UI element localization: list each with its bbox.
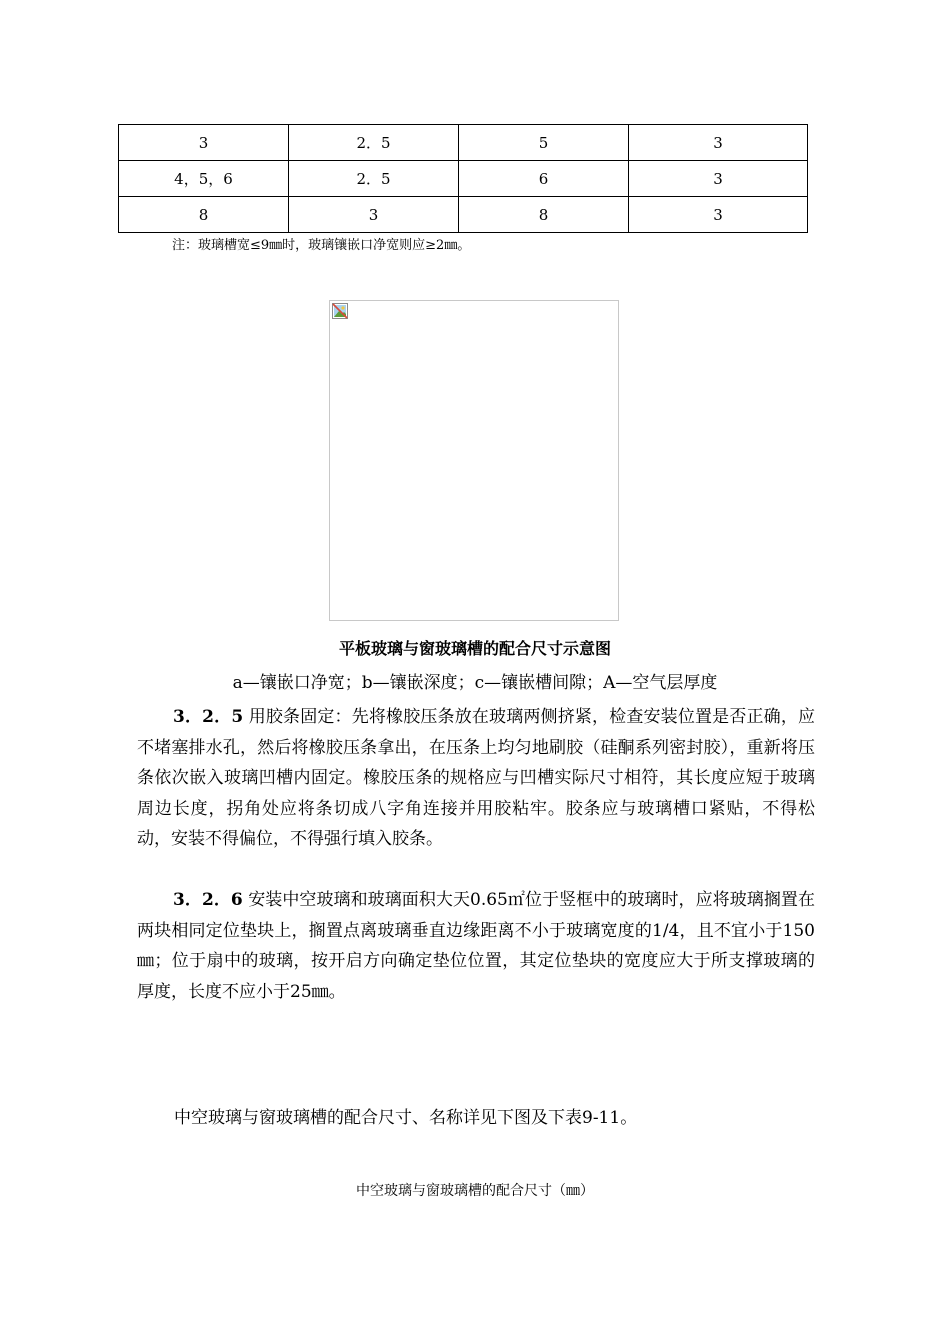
table-note: 注：玻璃槽宽≤9㎜时，玻璃镶嵌口净宽则应≥2㎜。 (172, 238, 471, 253)
table-cell: 6 (459, 161, 629, 197)
table-cell: 3 (289, 197, 459, 233)
dimension-table (118, 124, 807, 233)
section-text: 安装中空玻璃和玻璃面积大天0.65㎡位于竖框中的玻璃时，应将玻璃搁置在两块相同定位垫块上，搁置点离玻璃垂直边缘距离不小于玻璃宽度的1/4，且不宜小于150㎜；位于扇中的玻璃，按开启方向确定垫位位置，其定位垫块的宽度应大于所支撑玻璃的厚度，长度不应小于25㎜。 (137, 890, 815, 1002)
figure-legend: a—镶嵌口净宽；b—镶嵌深度；c—镶嵌槽间隙；A—空气层厚度 (232, 673, 718, 693)
section-text: 用胶条固定：先将橡胶压条放在玻璃两侧挤紧，检查安装位置是否正确，应不堵塞排水孔，然后将橡胶压条拿出，在压条上均匀地刷胶（硅酮系列密封胶），重新将压条依次嵌入玻璃凹槽内固定。橡胶压条的规格应与凹槽实际尺寸相符，其长度应短于玻璃周边长度，拐角处应将条切成八字角连接并用胶粘牢。胶条应与玻璃槽口紧贴，不得松动，安装不得偏位，不得强行填入胶条。 (137, 707, 815, 849)
table-cell: 3 (119, 125, 289, 161)
table-cell: 4，5，6 (119, 161, 289, 197)
figure-caption: 平板玻璃与窗玻璃槽的配合尺寸示意图 (338, 639, 611, 658)
table-cell: 3 (629, 125, 808, 161)
table-cell: 3 (629, 197, 808, 233)
reference-paragraph: 中空玻璃与窗玻璃槽的配合尺寸、名称详见下图及下表9-11。 (174, 1108, 638, 1128)
table-caption: 中空玻璃与窗玻璃槽的配合尺寸（㎜） (356, 1183, 594, 1199)
table-cell: 8 (459, 197, 629, 233)
table-cell: 3 (629, 161, 808, 197)
table-row (119, 125, 808, 161)
table-cell: 8 (119, 197, 289, 233)
section-number: 3．2．6 (173, 890, 243, 910)
table-cell: 2．5 (289, 125, 459, 161)
table-cell: 2．5 (289, 161, 459, 197)
table-cell: 5 (459, 125, 629, 161)
section-number: 3．2．5 (173, 707, 244, 727)
broken-image-icon (332, 303, 348, 319)
section-3-2-6 (137, 885, 815, 1007)
section-3-2-5 (137, 702, 815, 855)
figure-image-placeholder (329, 300, 619, 621)
dimension-table-grid (118, 124, 808, 233)
table-row (119, 197, 808, 233)
table-row (119, 161, 808, 197)
